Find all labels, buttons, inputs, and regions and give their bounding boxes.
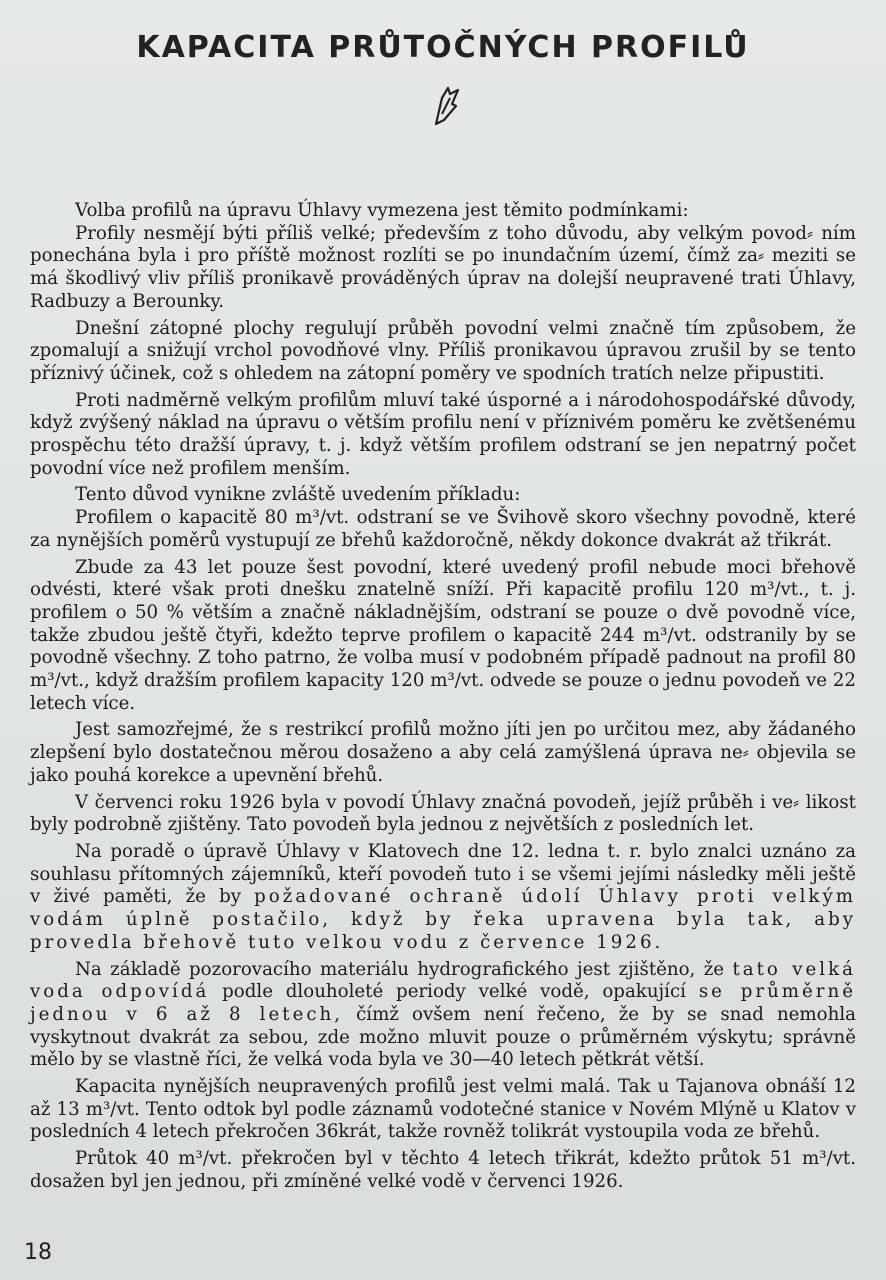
paragraph: Profilem o kapacitě 80 m³/vt. odstraní se ve Švihově skoro všechny povodně, které za nynějších poměrů vystupují ze břehů každoročně, někdy dokonce dvakrát až třikrát. [30,507,856,551]
paragraph: Zbude za 43 let pouze šest povodní, které uvedený profil nebude moci břehově odvésti, které však proti dnešku znatelně sníží. Při kapacitě profilu 120 m³/vt., t. j. profilem o 50 % větším a značně nákladnějším, odstraní se pouze o dvě povodně více, takže zbudou ještě čtyři, kdežto teprve profilem o kapacitě 244 m³/vt. odstranily by se povodně všechny. Z toho patrno, že volba musí v podobném případě padnout na profil 80 m³/vt., když dražším profilem kapacity 120 m³/vt. odvede se pouze o jednu povodeň ve 22 letech více. [30,556,856,714]
emphasized-text: požadované ochraně údolí Úhlavy proti velkým vodám úplně postačilo, když by řeka upravena byla tak, aby provedla břehově tuto velkou vodu z července 1926. [30,886,856,953]
paragraph: V červenci roku 1926 byla v povodí Úhlavy značná povodeň, jejíž průběh i ve⸗ likost byly podrobně zjištěny. Tato povodeň byla jednou z největších z posledních let. [30,791,856,836]
article-body [30,200,856,1198]
paragraph: Tento důvod vynikne zvláště uvedením příkladu: [75,484,521,506]
paragraph: Jest samozřejmé, že s restrikcí profilů možno jíti jen po určitou mez, aby žádaného zlepšení bylo dostatečnou měrou dosaženo a aby celá zamýšlená úprava ne⸗ objevila se jako pouhá korekce a upevnění břehů. [30,719,856,786]
page-title: KAPACITA PRŮTOČNÝCH PROFILŮ [136,30,750,65]
paragraph-lead: Na poradě o úpravě Úhlavy v Klatovech dne 12. ledna t. r. bylo znalci uznáno za souhlasu přítomných zájemníků, kteří povodeň tuto i se všemi jejími následky měli ještě v živé paměti, že by [30,840,856,908]
paragraph-middle: podle dlouholeté periody velké vodě, opakující [222,981,686,1003]
paragraph: Kapacita nynějších neupravených profilů jest velmi malá. Tak u Tajanova obnáší 12 až 13 m³/vt. Tento odtok byl podle záznamů vodotečné stanice v Novém Mlýně u Klatov v posledních 4 letech překročen 36krát, takže rovněž tolikrát vystoupila voda ze břehů. [30,1076,856,1143]
paragraph-tail: čímž ovšem není řečeno, že by se snad nemohla vyskytnout dvakrát za sebou, zde možno mluvit pouze o průměrném výskytu; správně mělo by se vlastně říci, že velká voda byla ve 30—40 letech pětkrát větší. [30,1003,856,1071]
paragraph: Průtok 40 m³/vt. překročen byl v těchto 4 letech třikrát, kdežto průtok 51 m³/vt. dosažen byl jen jednou, při zmíněné velké vodě v červenci 1926. [30,1148,856,1192]
paragraph: Proti nadměrně velkým profilům mluví také úsporné a i národohospodářské důvody, když zvýšený náklad na úpravu o větším profilu není v příznivém poměru ke zvětšenému prospěchu této dražší úpravy, t. j. když větším profilem odstraní se jen nepatrný počet povodní více než profilem menším. [30,389,856,479]
page-number: 18 [24,1240,52,1265]
paragraph [30,959,856,1073]
paragraph [30,841,856,955]
paragraph: Volba profilů na úpravu Úhlavy vymezena jest těmito podmínkami: [75,200,689,221]
paragraph: Profily nesmějí býti příliš velké; především z toho důvodu, aby velkým povod⸗ ním ponechána byla i pro příště možnost rozlíti se po inundačním území, čímž za⸗ meziti se má škodlivý vliv příliš pronikavě prováděných úprav na dolejší neupravené trati Úhlavy, Radbuzy a Berounky. [30,222,856,312]
emphasized-text: tato velká voda odpovídá [30,958,856,1003]
emphasized-text: se průměrně jednou v 6 až 8 letech, [30,981,856,1025]
fountain-pen-ornament-icon [428,84,464,128]
paragraph-lead: Na základě pozorovacího materiálu hydrografického jest zjištěno, že [75,958,725,980]
paragraph: Dnešní zátopné plochy regulují průběh povodní velmi značně tím způsobem, že zpomalují a snižují vrchol povodňové vlny. Příliš pronikavou úpravou zrušil by se tento příznivý účinek, což s ohledem na zátopní poměry ve spodních tratích nelze připustiti. [30,317,856,384]
